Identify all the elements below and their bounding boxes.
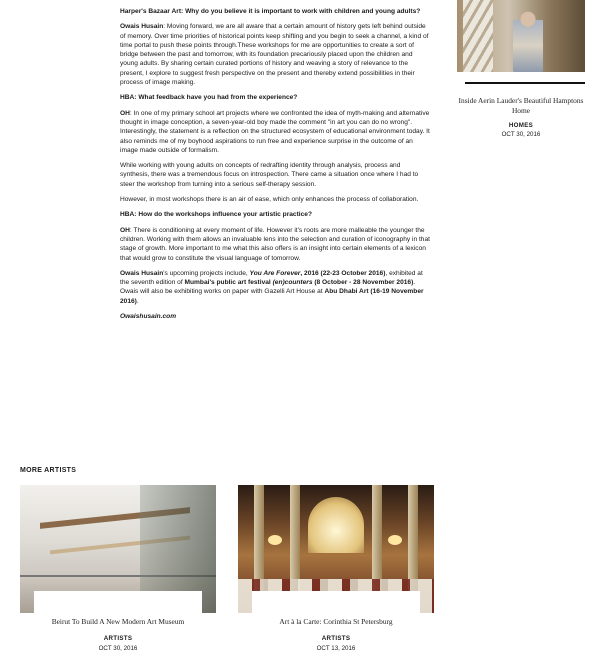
card-date: OCT 30, 2016 xyxy=(98,645,138,652)
person-figure xyxy=(513,6,543,72)
arched-window-shape xyxy=(308,497,364,553)
text: 's upcoming projects include, xyxy=(163,269,250,277)
text: . xyxy=(136,297,139,305)
card-title[interactable]: Beirut To Build A New Modern Art Museum xyxy=(51,617,185,626)
exhibition-venue: Abu Dhabi Art (16-19 November 2016) xyxy=(120,288,424,305)
project-title: You Are Forever xyxy=(249,269,301,277)
upcoming-projects xyxy=(120,269,430,306)
festival-dates: (8 October - 28 November 2016) xyxy=(312,279,414,287)
interviewee-initials: OH xyxy=(120,109,130,117)
answer-1-text: : Moving forward, we are all aware that a certain amount of history gets left behind outside of memory. Over time priorities of historical points keep shifting and you begin to seek a channel, a kind of time portal to push these points through.These workshops for me are opportunities to create a sort of bridge between the past and tomorrow, with its foundation precariously placed upon the children and young adults. By sharing certain curated portions of history and weaving a story of relevance to the present, I explore to suggest fresh perspective on the present and thereby extend possibilities in their process of image making. xyxy=(120,23,429,87)
lamp-shape xyxy=(268,535,282,545)
article-body xyxy=(120,7,430,327)
sidebar-article-card[interactable] xyxy=(457,0,585,138)
question-1: Harper's Bazaar Art: Why do you believe it is important to work with children and young adults? xyxy=(120,8,421,15)
sidebar-category[interactable]: HOMES xyxy=(508,121,534,129)
text: . Owais will also be exhibiting works on paper with Gazelli Art House at xyxy=(120,279,416,296)
answer-1 xyxy=(120,22,430,87)
artist-website-link[interactable]: Owaishusain.com xyxy=(120,313,177,321)
card-caption-band xyxy=(34,591,202,613)
sidebar-date: OCT 30, 2016 xyxy=(501,130,541,138)
artist-name: Owais Husain xyxy=(120,269,164,277)
answer-3 xyxy=(120,226,430,263)
project-dates: , 2016 (22-23 October 2016) xyxy=(300,269,386,277)
sidebar-photo[interactable] xyxy=(457,0,585,72)
interviewee-name: Owais Husain xyxy=(120,23,164,31)
card-category[interactable]: ARTISTS xyxy=(321,635,351,642)
answer-2 xyxy=(120,109,430,155)
festival-italic: (en)counters xyxy=(272,279,313,287)
related-article-card[interactable] xyxy=(238,485,434,652)
staircase-shape xyxy=(463,0,493,72)
paragraph-4: However, in most workshops there is an air of ease, which only enhances the process of collaboration. xyxy=(120,196,419,204)
divider-rule xyxy=(465,82,585,84)
card-date: OCT 13, 2016 xyxy=(316,645,356,652)
card-caption-band xyxy=(252,591,420,613)
question-3: HBA: How do the workshops influence your artistic practice? xyxy=(120,211,312,219)
lamp-shape xyxy=(388,535,402,545)
related-article-card[interactable] xyxy=(20,485,216,652)
answer-2-text: : In one of my primary school art projects where we confronted the idea of myth-making and alternative thought in image conception, a seven-year-old boy made the comment "in art you can do no wrong". Interestingly, the statement is a reflection on the structured ecosystem of educational environment today. It also reminds me of my boyhood aspirations to run free and experience surprise in the outcome of an image made outside of formalism. xyxy=(120,109,430,154)
card-title[interactable]: Art à la Carte: Corinthia St Petersburg xyxy=(279,617,393,626)
card-category[interactable]: ARTISTS xyxy=(103,635,133,642)
sidebar-article-title[interactable]: Inside Aerin Lauder's Beautiful Hamptons Home xyxy=(458,95,584,115)
interviewee-initials: OH xyxy=(120,226,130,234)
text: , exhibited at the seventh edition of xyxy=(120,269,423,287)
answer-3-text: : There is conditioning at every moment of life. However it's roots are more malleable the younger the children. Working with them allows an invaluable lens into the selection and curation of iconography in that stage of growth. More important to me what this also offers is an insight into certain elements of a lexicon that would grow to constitute the visual language of tomorrow. xyxy=(120,226,430,262)
question-2: HBA: What feedback have you had from the experience? xyxy=(120,94,298,102)
festival-name: Mumbai's public art festival xyxy=(184,279,273,287)
paragraph-3: While working with young adults on concepts of redrafting identity through analysis, process and synthesis, there was a tremendous focus on introspection. There came a situation once where I had to steer the workshop from turning into a serious self-therapy session. xyxy=(120,162,419,188)
more-artists-heading: MORE ARTISTS xyxy=(20,467,77,474)
